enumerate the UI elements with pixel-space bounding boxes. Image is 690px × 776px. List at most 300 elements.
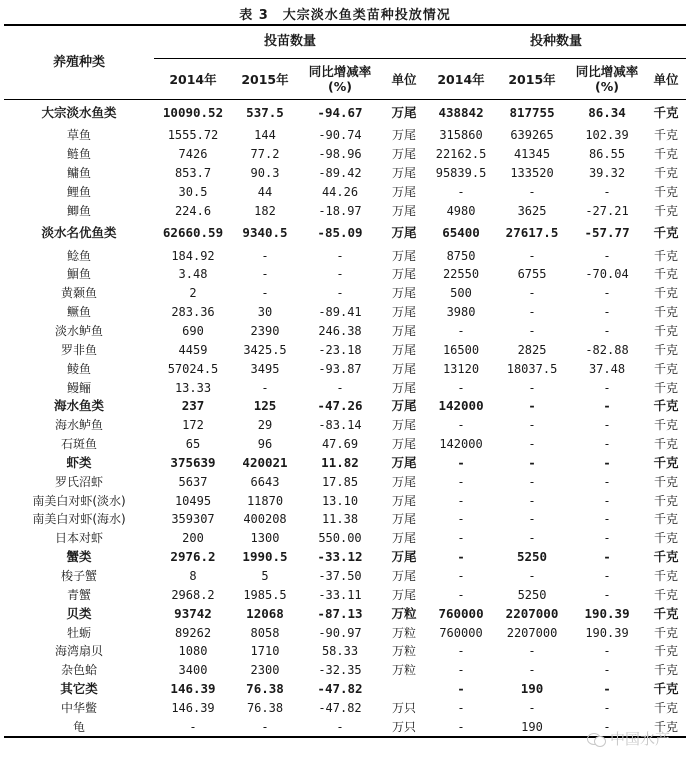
seedling-2014-cell: 359307 [171,512,215,527]
seedling-unit-cell: 万粒 [392,644,417,659]
seedling-2015-cell: 400208 [243,512,287,527]
species-name-cell: 淡水名优鱼类 [41,225,117,241]
stock-2014-cell: - [457,549,465,565]
stock-2015-cell: 2207000 [505,605,559,621]
seedling-2015-cell: - [261,248,269,263]
species-name-cell: 鳗鲡 [66,380,91,395]
table-row [4,322,686,341]
stock-yoy-cell: - [603,474,611,489]
category-row [4,220,686,246]
species-name-cell: 中华鳖 [60,700,97,715]
seedling-2015-cell: 8058 [250,625,280,640]
seedling-2015-cell: - [261,267,269,282]
seedling-2014-cell: 200 [182,531,204,546]
stock-yoy-cell: - [603,305,611,320]
stock-2014-cell: - [426,717,496,737]
stock-unit-cell: 千克 [653,549,679,565]
seedling-2015-cell: 144 [254,128,276,143]
table-row [4,183,686,202]
stock-yoy-cell: -27.21 [585,203,629,218]
category-row [4,454,686,473]
seedling-2014-header: 2014年 [154,59,232,100]
seedling-2015-cell: 420021 [242,454,288,470]
seedling-yoy-cell: -94.67 [317,105,363,120]
species-name-cell: 淡水鲈鱼 [54,324,103,339]
seedling-unit-cell: 万尾 [392,305,417,320]
stock-2014-cell: - [457,644,465,659]
stock-2015-cell: 2825 [517,342,547,357]
stock-yoy-cell: - [603,380,611,395]
seedling-yoy-cell: -37.50 [318,568,362,583]
stock-unit-cell: 千克 [654,248,679,263]
seedling-2015-cell: 5 [261,568,269,583]
stock-2014-cell: 3980 [446,305,476,320]
seedling-unit-cell: 万尾 [392,587,417,602]
seedling-2014-cell: 89262 [174,625,212,640]
seedling-yoy-cell: 58.33 [321,644,359,659]
stock-2014-cell: 16500 [442,342,480,357]
stock-unit-cell: 千克 [654,625,679,640]
species-name-cell: 石斑鱼 [60,437,97,452]
species-name-cell: 鮰鱼 [66,267,91,282]
stock-unit-cell: 千克 [654,474,679,489]
seedling-2015-cell: 2390 [250,324,280,339]
stock-2015-cell: - [528,700,536,715]
stock-2014-cell: 315860 [439,128,483,143]
stock-2014-cell: - [457,474,465,489]
species-name-cell: 鲶鱼 [66,248,91,263]
stock-unit-cell: 千克 [654,700,679,715]
seedling-unit-cell: 万尾 [392,361,417,376]
seedling-unit-cell [382,680,426,699]
stock-2014-cell: - [457,493,465,508]
seedling-yoy-cell: -47.82 [317,681,363,697]
stock-yoy-cell: 190.39 [585,625,629,640]
species-name-cell: 其它类 [60,681,98,697]
stock-2014-cell: - [457,512,465,527]
seedling-unit-cell: 万尾 [392,324,417,339]
stock-unit-cell: 千克 [654,184,679,199]
stock-2015-cell: - [528,644,536,659]
stock-unit-cell: 千克 [654,644,679,659]
species-name-cell: 梭子蟹 [60,568,97,583]
stock-2014-cell: 500 [450,286,472,301]
seedling-2014-cell: 224.6 [174,203,212,218]
table-row [4,567,686,586]
stock-2014-cell: 760000 [438,605,484,621]
stock-yoy-cell: 190.39 [584,605,630,621]
seedling-count-header: 投苗数量 [154,25,426,59]
stock-2015-cell: - [528,531,536,546]
species-name-cell: 罗氏沼虾 [54,474,103,489]
stock-unit-cell: 千克 [654,203,679,218]
seedling-2014-cell: 184.92 [171,248,215,263]
seedling-unit-cell: 万只 [392,700,417,715]
seedling-2014-cell: 5637 [178,474,208,489]
stock-yoy-cell: -70.04 [585,267,629,282]
table-row [4,416,686,435]
seedling-yoy-cell: -85.09 [317,225,363,241]
stock-2014-cell: - [457,454,465,470]
table-row [4,145,686,164]
seedling-2015-cell: 76.38 [246,681,284,697]
table-row [4,164,686,183]
stock-unit-cell: 千克 [654,587,679,602]
stock-2014-cell: - [457,700,465,715]
stock-2015-cell: - [528,286,536,301]
stock-2014-cell: 8750 [446,248,476,263]
stock-2014-cell: - [457,380,465,395]
species-name-cell: 黄颡鱼 [60,286,97,301]
seedling-2014-cell: 3400 [178,663,208,678]
stock-2014-cell: 13120 [442,361,480,376]
seedling-unit-cell: 万尾 [392,474,417,489]
seedling-2015-cell: - [232,717,298,737]
seedling-2015-cell: 29 [257,418,273,433]
stock-2015-cell: 190 [496,717,568,737]
table-row [4,472,686,491]
stock-yoy-cell: - [603,549,611,565]
seedling-unit-cell: 万尾 [392,418,417,433]
stock-2014-cell: 142000 [438,398,484,414]
seedling-yoy-cell: 44.26 [321,184,359,199]
seedling-yoy-cell: -89.41 [318,305,362,320]
stock-2014-cell: - [457,418,465,433]
seedling-2015-cell: - [261,286,269,301]
stock-2015-cell: 190 [520,681,544,697]
stock-2015-cell: - [528,324,536,339]
stock-yoy-cell: - [603,398,611,414]
species-name-cell: 鳜鱼 [66,305,91,320]
seedling-2014-cell: 10495 [174,493,212,508]
seedling-2015-cell: 3495 [250,361,280,376]
species-name-cell: 青蟹 [66,587,91,602]
table-row [4,510,686,529]
stock-unit-cell: 千克 [654,493,679,508]
stock-2014-cell: - [457,663,465,678]
stock-2014-cell: 22550 [442,267,480,282]
stock-2015-cell: - [528,512,536,527]
table-row [4,435,686,454]
species-name-cell: 鲫鱼 [66,203,91,218]
seedling-unit-cell: 万尾 [391,398,417,414]
stock-yoy-cell: - [603,644,611,659]
seedling-yoy-cell: -47.82 [318,700,362,715]
stock-unit-cell: 千克 [654,531,679,546]
table-row [4,378,686,397]
seedling-2015-cell: 12068 [246,605,284,621]
species-name-cell: 龟 [4,717,154,737]
table-row [4,642,686,661]
stock-2015-cell: - [528,568,536,583]
seedling-2014-cell: 375639 [170,454,216,470]
species-name-cell: 罗非鱼 [60,342,97,357]
seedling-yoy-cell: -33.12 [317,549,363,565]
seedling-2014-cell: 93742 [174,605,212,621]
seedling-yoy-cell: - [336,380,344,395]
seedling-2014-cell: 1080 [178,644,208,659]
seedling-2014-cell: 3.48 [178,267,208,282]
species-name-cell: 草鱼 [66,128,91,143]
stock-yoy-cell: - [603,454,611,470]
stock-2014-cell: 4980 [446,203,476,218]
stock-2014-header: 2014年 [426,59,496,100]
stock-2015-cell: 133520 [510,166,554,181]
seedling-2014-cell: 8 [189,568,197,583]
seedling-2015-cell: 1985.5 [243,587,287,602]
seedling-2015-cell: - [261,380,269,395]
species-name-cell: 贝类 [66,605,92,621]
seedling-2014-cell: 237 [181,398,205,414]
seedling-unit-cell: 万尾 [392,267,417,282]
stock-yoy-cell: - [603,493,611,508]
seedling-2015-cell: 1990.5 [242,549,288,565]
seedling-unit-cell: 万尾 [392,147,417,162]
seedling-unit-cell: 万尾 [392,512,417,527]
stock-2015-cell: - [528,184,536,199]
table-row [4,303,686,322]
seedling-yoy-header: 同比增减率(%) [298,59,382,100]
seedling-unit-cell: 万尾 [391,105,417,120]
category-row [4,548,686,567]
species-name-cell: 鲮鱼 [66,361,91,376]
seedling-2015-cell: 1710 [250,644,280,659]
stock-yoy-cell: -57.77 [584,225,630,241]
seedling-2015-cell: 44 [257,184,273,199]
seedling-2014-cell: 57024.5 [167,361,219,376]
seedling-unit-cell: 万尾 [392,128,417,143]
table-row [4,201,686,220]
stock-2015-cell: 5250 [517,587,547,602]
table-row [4,126,686,145]
species-name-cell: 海湾扇贝 [54,644,103,659]
species-name-cell: 蟹类 [66,549,92,565]
stock-unit-cell: 千克 [654,286,679,301]
table-row [4,265,686,284]
seedling-2014-cell: - [154,717,232,737]
stock-yoy-cell: - [603,663,611,678]
stock-yoy-cell: - [603,700,611,715]
stock-unit-cell: 千克 [653,398,679,414]
seedling-yoy-cell: - [336,248,344,263]
seedling-2014-cell: 7426 [178,147,208,162]
stock-2015-cell: 817755 [509,105,555,120]
seedling-unit-cell: 万尾 [392,248,417,263]
stock-unit-cell: 千克 [654,342,679,357]
stock-unit-cell: 千克 [653,225,679,241]
stock-yoy-cell: - [603,286,611,301]
seedling-2015-cell: 96 [257,437,273,452]
seedling-yoy-cell: -23.18 [318,342,362,357]
stock-2014-cell: 142000 [439,437,483,452]
stock-2014-cell: 22162.5 [435,147,487,162]
stock-2015-cell: 639265 [510,128,554,143]
stock-yoy-cell: - [603,248,611,263]
stock-unit-cell: 千克 [654,418,679,433]
seedling-unit-cell: 万尾 [392,286,417,301]
seedling-2015-cell: 77.2 [250,147,280,162]
seedling-yoy-cell: -90.74 [318,128,362,143]
seedling-2014-cell: 62660.59 [162,225,224,241]
stock-2014-cell: - [457,531,465,546]
stock-2015-cell: - [528,398,536,414]
seedling-2015-cell: 90.3 [250,166,280,181]
category-row [4,397,686,416]
seedling-2014-cell: 13.33 [174,380,212,395]
seedling-2014-cell: 283.36 [171,305,215,320]
seedling-unit-cell: 万只 [382,717,426,737]
stock-2014-cell: - [457,587,465,602]
seedling-unit-cell: 万尾 [391,454,417,470]
stock-yoy-cell: 102.39 [585,128,629,143]
stock-2015-header: 2015年 [496,59,568,100]
seedling-unit-cell: 万粒 [392,663,417,678]
stock-2014-cell: - [457,184,465,199]
seedling-2015-header: 2015年 [232,59,298,100]
stock-2014-cell: 760000 [439,625,483,640]
stock-yoy-cell: - [603,531,611,546]
stock-unit-cell: 千克 [654,305,679,320]
category-row [4,604,686,623]
stock-unit-cell: 千克 [654,166,679,181]
watermark [587,728,670,749]
stock-yoy-cell: 86.34 [588,105,626,120]
seedling-unit-cell: 万尾 [391,549,417,565]
seedling-yoy-cell: 13.10 [321,493,359,508]
wechat-icon [587,731,605,747]
table-row [4,529,686,548]
stock-yoy-cell: - [603,587,611,602]
stock-yoy-cell: - [603,568,611,583]
stock-2015-cell: 5250 [516,549,548,565]
stock-2015-cell: 27617.5 [505,225,559,241]
species-name-cell: 鲢鱼 [66,147,91,162]
table-body [4,100,686,738]
table-row [4,698,686,717]
seedling-yoy-cell: -83.14 [318,418,362,433]
species-name-cell: 大宗淡水鱼类 [41,105,117,120]
category-row [4,680,686,699]
table-row [4,623,686,642]
stock-yoy-cell: 39.32 [588,166,626,181]
stock-yoy-cell: - [568,717,646,737]
seedling-2015-cell: 125 [253,398,277,414]
seedling-2014-cell: 146.39 [170,681,216,697]
seedling-yoy-cell: -18.97 [318,203,362,218]
stock-unit-cell: 千克 [654,128,679,143]
stock-unit-cell: 千克 [654,324,679,339]
seedling-2014-cell: 65 [185,437,201,452]
stock-yoy-cell: - [603,324,611,339]
seedling-unit-cell: 万尾 [391,225,417,241]
table-row [4,717,686,737]
seedling-unit-cell: 万粒 [391,605,417,621]
table-row [4,491,686,510]
seedling-2014-cell: 10090.52 [162,105,224,120]
seedling-yoy-cell: - [336,286,344,301]
seedling-stocking-table [4,24,686,738]
species-name-cell: 杂色蛤 [60,663,97,678]
seedling-2015-cell: 6643 [250,474,280,489]
seedling-yoy-cell: 17.85 [321,474,359,489]
species-name-cell: 虾类 [66,454,92,470]
seedling-unit-cell: 万粒 [392,625,417,640]
stock-2015-cell: - [528,663,536,678]
stock-unit-cell: 千克 [654,147,679,162]
stock-unit-cell: 千克 [654,663,679,678]
stock-yoy-cell: -82.88 [585,342,629,357]
stock-unit-cell: 千克 [653,681,679,697]
stock-yoy-cell: 37.48 [588,361,626,376]
stock-yoy-cell: - [603,418,611,433]
seedling-yoy-cell: -33.11 [318,587,362,602]
stock-2015-cell: - [528,437,536,452]
stock-unit-cell: 千克 [653,105,679,120]
stock-unit-cell: 千克 [646,717,686,737]
seedling-yoy-cell: 47.69 [321,437,359,452]
seedling-2015-cell: 182 [254,203,276,218]
seedling-2014-cell: 172 [182,418,204,433]
stock-yoy-cell: - [603,681,611,697]
stock-yoy-cell: - [603,512,611,527]
seedling-2014-cell: 853.7 [174,166,212,181]
seedling-2015-cell: 3425.5 [243,342,287,357]
species-name-cell: 鲤鱼 [66,184,91,199]
table-row [4,661,686,680]
seedling-2014-cell: 690 [182,324,204,339]
seedling-unit-cell: 万尾 [392,166,417,181]
table-caption: 表 3 大宗淡水鱼类苗种投放情况 [239,8,451,23]
seedling-yoy-cell: 246.38 [318,324,362,339]
seedling-2015-cell: 30 [257,305,273,320]
species-name-cell: 鳙鱼 [66,166,91,181]
seedling-yoy-cell: -89.42 [318,166,362,181]
seedling-2014-cell: 1555.72 [167,128,219,143]
seedling-2015-cell: 1300 [250,531,280,546]
table-row [4,284,686,303]
seedling-yoy-cell: 11.82 [321,454,359,470]
table-row [4,359,686,378]
seedling-yoy-cell: 11.38 [321,512,359,527]
stock-2015-cell: - [528,248,536,263]
stock-unit-cell: 千克 [654,568,679,583]
stock-2015-cell: - [528,418,536,433]
category-row [4,100,686,127]
stock-unit-cell: 千克 [654,267,679,282]
stock-unit-cell: 千克 [654,512,679,527]
stock-2014-cell: - [457,681,465,697]
stock-yoy-cell: 86.55 [588,147,626,162]
seedling-2015-cell: 2300 [250,663,280,678]
seedling-2015-cell: 537.5 [246,105,284,120]
seedling-yoy-cell: 550.00 [318,531,362,546]
seedling-2014-cell: 4459 [178,342,208,357]
stock-2014-cell: - [457,568,465,583]
stock-2015-cell: - [528,305,536,320]
stock-2014-cell: 95839.5 [435,166,487,181]
stock-unit-cell: 千克 [654,437,679,452]
seedling-yoy-cell: -87.13 [317,605,363,621]
stock-2015-cell: - [528,493,536,508]
seedling-2014-cell: 146.39 [171,700,215,715]
stock-2015-cell: - [528,380,536,395]
stock-yoy-cell: - [603,437,611,452]
seedling-2014-cell: 2976.2 [170,549,216,565]
stock-2015-cell: 2207000 [506,625,558,640]
seedling-unit-cell: 万尾 [392,493,417,508]
stock-unit-cell: 千克 [653,605,679,621]
stock-unit-cell: 千克 [654,361,679,376]
